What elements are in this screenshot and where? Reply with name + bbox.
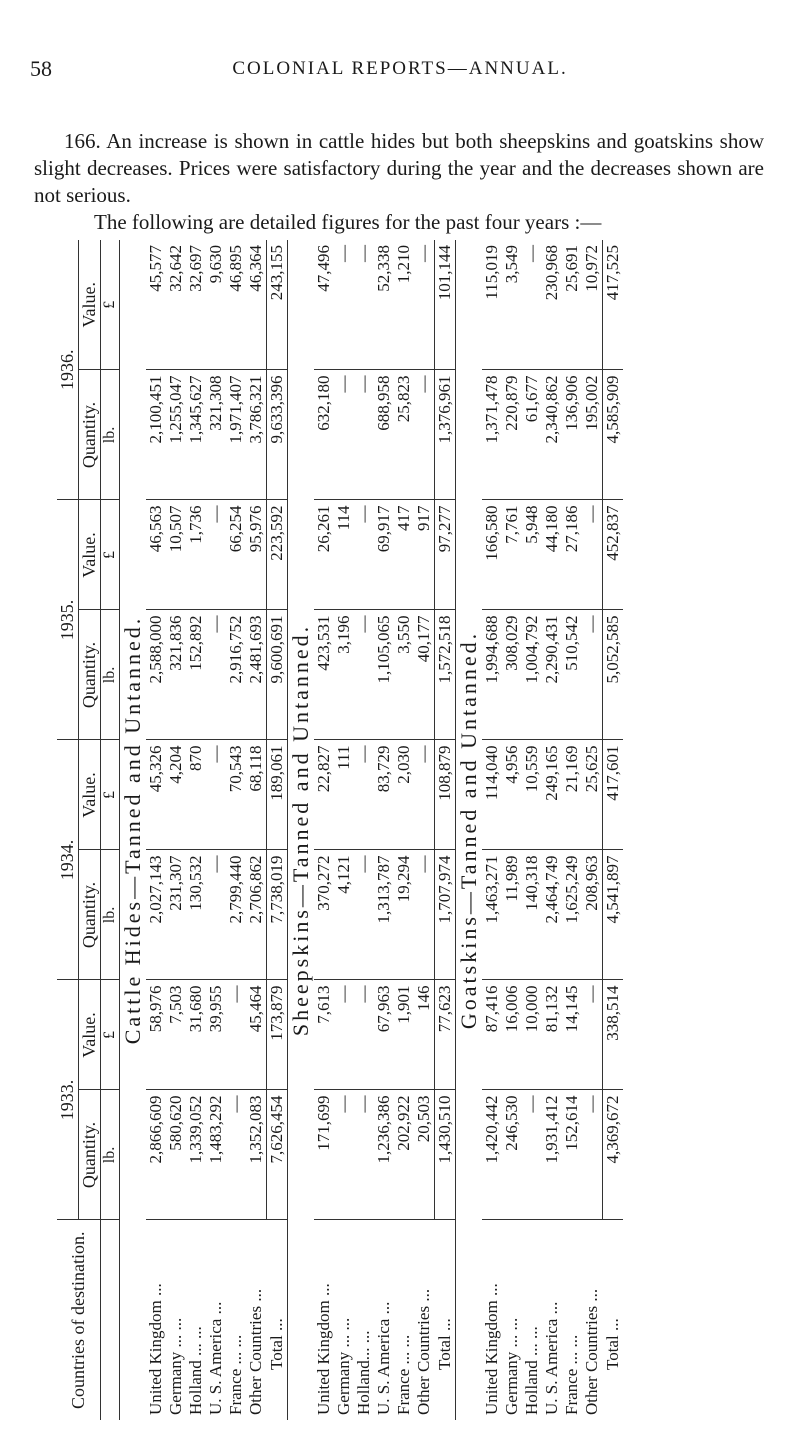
year-header-row xyxy=(57,240,79,1420)
year-header-1935: 1935. xyxy=(57,500,79,740)
value-cell: 115,019 xyxy=(482,240,502,370)
value-cell: 32,697 xyxy=(186,240,206,370)
quantity-cell: 246,530 xyxy=(502,1090,522,1220)
quantity-cell: 136,906 xyxy=(562,370,582,500)
value-cell: 66,254 xyxy=(226,500,246,610)
value-cell: 7,613 xyxy=(314,980,334,1090)
hides-skins-table xyxy=(57,240,623,1420)
table-row xyxy=(334,240,354,1420)
quantity-cell: 140,318 xyxy=(522,850,542,980)
value-cell: 46,895 xyxy=(226,240,246,370)
value-cell: 111 xyxy=(334,740,354,850)
quantity-cell: — xyxy=(334,370,354,500)
total-row xyxy=(267,240,288,1420)
quantity-cell: 2,706,862 xyxy=(246,850,267,980)
value-cell: 81,132 xyxy=(542,980,562,1090)
value-cell: — xyxy=(334,980,354,1090)
quantity-cell: — xyxy=(522,1090,542,1220)
total-quantity-cell: 4,369,672 xyxy=(603,1090,624,1220)
quantity-cell: 2,100,451 xyxy=(146,370,166,500)
country-cell: Other Countries ... xyxy=(414,1288,433,1415)
quantity-cell: 321,308 xyxy=(206,370,226,500)
value-cell: 10,972 xyxy=(582,240,603,370)
value-cell: 45,464 xyxy=(246,980,267,1090)
table-row xyxy=(542,240,562,1420)
total-value-cell: 243,155 xyxy=(267,240,288,370)
quantity-cell: 308,029 xyxy=(502,610,522,740)
value-cell: 25,625 xyxy=(582,740,603,850)
value-cell: 3,549 xyxy=(502,240,522,370)
table-row xyxy=(314,240,334,1420)
value-cell: 10,000 xyxy=(522,980,542,1090)
quantity-cell: 423,531 xyxy=(314,610,334,740)
quantity-cell: 321,836 xyxy=(166,610,186,740)
total-quantity-cell: 1,707,974 xyxy=(435,850,456,980)
value-cell: 9,630 xyxy=(206,240,226,370)
table-body xyxy=(120,240,624,1420)
quantity-cell: — xyxy=(354,850,374,980)
section-title: Sheepskins—Tanned and Untanned. xyxy=(288,240,315,1420)
quantity-cell: 130,532 xyxy=(186,850,206,980)
quantity-cell: 195,002 xyxy=(582,370,603,500)
quantity-cell: 61,677 xyxy=(522,370,542,500)
value-cell: — xyxy=(226,980,246,1090)
total-quantity-cell: 4,541,897 xyxy=(603,850,624,980)
value-cell: 417 xyxy=(394,500,414,610)
table-row xyxy=(354,240,374,1420)
quantity-cell: 2,290,431 xyxy=(542,610,562,740)
value-cell: 25,691 xyxy=(562,240,582,370)
value-cell: 67,963 xyxy=(374,980,394,1090)
total-value-cell: 417,525 xyxy=(603,240,624,370)
value-cell: 21,169 xyxy=(562,740,582,850)
intro-text xyxy=(34,128,764,236)
table-row xyxy=(206,240,226,1420)
value-cell: 230,968 xyxy=(542,240,562,370)
quantity-cell: — xyxy=(414,370,435,500)
quantity-cell: 19,294 xyxy=(394,850,414,980)
quantity-unit: lb. xyxy=(101,610,120,740)
value-cell: — xyxy=(522,240,542,370)
rotated-table-frame xyxy=(57,240,777,1420)
value-cell: — xyxy=(206,740,226,850)
quantity-cell: 152,892 xyxy=(186,610,206,740)
value-cell: 2,030 xyxy=(394,740,414,850)
country-cell: Germany ... ... xyxy=(334,1317,353,1415)
year-header-1934: 1934. xyxy=(57,740,79,980)
quantity-cell: 1,994,688 xyxy=(482,610,502,740)
value-cell: 22,827 xyxy=(314,740,334,850)
quantity-cell: — xyxy=(354,370,374,500)
quantity-cell: 688,958 xyxy=(374,370,394,500)
quantity-cell: — xyxy=(414,850,435,980)
value-cell: 31,680 xyxy=(186,980,206,1090)
total-row xyxy=(603,240,624,1420)
value-unit: £ xyxy=(101,740,120,850)
country-cell: France ... ... xyxy=(562,1334,581,1415)
quantity-header: Quantity. xyxy=(79,1090,101,1220)
page-header xyxy=(30,56,770,96)
quantity-cell: 40,177 xyxy=(414,610,435,740)
value-cell: 14,145 xyxy=(562,980,582,1090)
value-cell: 26,261 xyxy=(314,500,334,610)
quantity-cell: 2,588,000 xyxy=(146,610,166,740)
quantity-cell: 171,699 xyxy=(314,1090,334,1220)
quantity-cell: — xyxy=(582,610,603,740)
total-value-cell: 173,879 xyxy=(267,980,288,1090)
total-value-cell: 452,837 xyxy=(603,500,624,610)
country-cell: Holland ... ... xyxy=(522,1326,541,1415)
quantity-cell: 202,922 xyxy=(394,1090,414,1220)
quantity-cell: — xyxy=(582,1090,603,1220)
unit-row xyxy=(101,240,120,1420)
table-row xyxy=(582,240,603,1420)
table-row xyxy=(246,240,267,1420)
quantity-cell: 20,503 xyxy=(414,1090,435,1220)
quantity-cell: 2,481,693 xyxy=(246,610,267,740)
countries-header: Countries of destination. xyxy=(57,1220,101,1420)
value-cell: 83,729 xyxy=(374,740,394,850)
quantity-header: Quantity. xyxy=(79,850,101,980)
country-cell: Holland... ... xyxy=(354,1330,373,1415)
value-cell: 95,976 xyxy=(246,500,267,610)
value-cell: 45,326 xyxy=(146,740,166,850)
quantity-cell: — xyxy=(354,610,374,740)
table-row xyxy=(482,240,502,1420)
table-row xyxy=(374,240,394,1420)
quantity-cell: 2,027,143 xyxy=(146,850,166,980)
table-row xyxy=(502,240,522,1420)
quantity-cell: 1,004,792 xyxy=(522,610,542,740)
section-title-row xyxy=(288,240,315,1420)
section-title-row xyxy=(120,240,147,1420)
section-title: Goatskins—Tanned and Untanned. xyxy=(456,240,483,1420)
total-value-cell: 338,514 xyxy=(603,980,624,1090)
total-quantity-cell: 1,572,518 xyxy=(435,610,456,740)
quantity-unit: lb. xyxy=(101,370,120,500)
table-row xyxy=(186,240,206,1420)
value-cell: 46,364 xyxy=(246,240,267,370)
page-number: 58 xyxy=(30,56,52,81)
table-row xyxy=(226,240,246,1420)
value-cell: 114 xyxy=(334,500,354,610)
quantity-cell: 11,989 xyxy=(502,850,522,980)
total-value-cell: 223,592 xyxy=(267,500,288,610)
country-cell: United Kingdom ... xyxy=(482,1283,501,1415)
total-quantity-cell: 7,738,019 xyxy=(267,850,288,980)
quantity-cell: 1,345,627 xyxy=(186,370,206,500)
value-cell: — xyxy=(354,240,374,370)
total-value-cell: 417,601 xyxy=(603,740,624,850)
value-cell: 27,186 xyxy=(562,500,582,610)
value-cell: — xyxy=(354,980,374,1090)
total-quantity-cell: 5,052,585 xyxy=(603,610,624,740)
value-cell: 69,917 xyxy=(374,500,394,610)
rotated-table xyxy=(57,240,777,1420)
quantity-cell: — xyxy=(334,1090,354,1220)
country-cell: Germany ... ... xyxy=(166,1317,185,1415)
country-cell: France ... ... xyxy=(394,1334,413,1415)
total-quantity-cell: 1,376,961 xyxy=(435,370,456,500)
total-label: Total ... xyxy=(434,1318,454,1370)
country-cell: U. S. America ... xyxy=(542,1301,561,1415)
quantity-cell: 1,371,478 xyxy=(482,370,502,500)
section-title-row xyxy=(456,240,483,1420)
value-cell: 47,496 xyxy=(314,240,334,370)
value-unit: £ xyxy=(101,500,120,610)
value-cell: 10,507 xyxy=(166,500,186,610)
value-cell: — xyxy=(582,500,603,610)
quantity-cell: — xyxy=(206,610,226,740)
intro-lead: The following are detailed figures for the past four years :— xyxy=(94,210,602,234)
quantity-header: Quantity. xyxy=(79,610,101,740)
value-cell: 1,210 xyxy=(394,240,414,370)
quantity-cell: 2,799,440 xyxy=(226,850,246,980)
total-value-cell: 77,623 xyxy=(435,980,456,1090)
quantity-cell: 220,879 xyxy=(502,370,522,500)
quantity-header: Quantity. xyxy=(79,370,101,500)
quantity-unit: lb. xyxy=(101,1090,120,1220)
value-cell: — xyxy=(414,740,435,850)
table-row xyxy=(522,240,542,1420)
value-header: Value. xyxy=(79,740,101,850)
table-row xyxy=(146,240,166,1420)
quantity-cell: 580,620 xyxy=(166,1090,186,1220)
section-title: Cattle Hides—Tanned and Untanned. xyxy=(120,240,147,1420)
running-head: COLONIAL REPORTS—ANNUAL. xyxy=(232,58,568,79)
value-cell: 87,416 xyxy=(482,980,502,1090)
value-cell: 58,976 xyxy=(146,980,166,1090)
quantity-cell: 632,180 xyxy=(314,370,334,500)
total-label: Total ... xyxy=(602,1318,622,1370)
value-cell: 917 xyxy=(414,500,435,610)
value-cell: 4,956 xyxy=(502,740,522,850)
year-header-1933: 1933. xyxy=(57,980,79,1220)
value-cell: 114,040 xyxy=(482,740,502,850)
value-cell: — xyxy=(414,240,435,370)
quantity-cell: 2,866,609 xyxy=(146,1090,166,1220)
quantity-cell: 1,236,386 xyxy=(374,1090,394,1220)
quantity-cell: 1,463,271 xyxy=(482,850,502,980)
value-header: Value. xyxy=(79,240,101,370)
total-value-cell: 97,277 xyxy=(435,500,456,610)
quantity-cell: 1,931,412 xyxy=(542,1090,562,1220)
value-cell: 249,165 xyxy=(542,740,562,850)
quantity-cell: 4,121 xyxy=(334,850,354,980)
quantity-cell: 1,255,047 xyxy=(166,370,186,500)
country-cell: Germany ... ... xyxy=(502,1317,521,1415)
quantity-cell: — xyxy=(206,850,226,980)
total-quantity-cell: 7,626,454 xyxy=(267,1090,288,1220)
quantity-cell: — xyxy=(226,1090,246,1220)
quantity-cell: 231,307 xyxy=(166,850,186,980)
quantity-cell: 1,971,407 xyxy=(226,370,246,500)
quantity-cell: 208,963 xyxy=(582,850,603,980)
country-cell: U. S. America ... xyxy=(206,1301,225,1415)
quantity-cell: 1,420,442 xyxy=(482,1090,502,1220)
value-cell: 45,577 xyxy=(146,240,166,370)
quantity-cell: 1,352,083 xyxy=(246,1090,267,1220)
value-cell: 166,580 xyxy=(482,500,502,610)
country-cell: Other Countries ... xyxy=(582,1288,601,1415)
quantity-cell: 1,625,249 xyxy=(562,850,582,980)
total-value-cell: 101,144 xyxy=(435,240,456,370)
country-cell: U. S. America ... xyxy=(374,1301,393,1415)
country-cell: Holland ... ... xyxy=(186,1326,205,1415)
quantity-cell: 3,196 xyxy=(334,610,354,740)
value-header: Value. xyxy=(79,500,101,610)
country-cell: France ... ... xyxy=(226,1334,245,1415)
value-cell: 16,006 xyxy=(502,980,522,1090)
value-cell: 10,559 xyxy=(522,740,542,850)
value-header: Value. xyxy=(79,980,101,1090)
quantity-cell: — xyxy=(354,1090,374,1220)
table-row xyxy=(414,240,435,1420)
value-cell: 52,338 xyxy=(374,240,394,370)
intro-paragraph: 166. An increase is shown in cattle hides but both sheepskins and goatskins show slight decreases. Prices were satisfactory during the year and the decreases shown are not serious. xyxy=(34,129,764,207)
table-row xyxy=(562,240,582,1420)
total-row xyxy=(435,240,456,1420)
total-quantity-cell: 9,600,691 xyxy=(267,610,288,740)
value-unit: £ xyxy=(101,240,120,370)
country-cell: Other Countries ... xyxy=(246,1288,265,1415)
quantity-cell: 2,916,752 xyxy=(226,610,246,740)
value-cell: 4,204 xyxy=(166,740,186,850)
value-cell: 70,543 xyxy=(226,740,246,850)
value-cell: 870 xyxy=(186,740,206,850)
table-row xyxy=(394,240,414,1420)
value-cell: — xyxy=(354,500,374,610)
year-header-1936: 1936. xyxy=(57,240,79,500)
value-cell: 44,180 xyxy=(542,500,562,610)
quantity-unit: lb. xyxy=(101,850,120,980)
total-quantity-cell: 1,430,510 xyxy=(435,1090,456,1220)
quantity-cell: 2,340,862 xyxy=(542,370,562,500)
total-quantity-cell: 9,633,396 xyxy=(267,370,288,500)
total-value-cell: 189,061 xyxy=(267,740,288,850)
quantity-cell: 2,464,749 xyxy=(542,850,562,980)
total-value-cell: 108,879 xyxy=(435,740,456,850)
quantity-cell: 370,272 xyxy=(314,850,334,980)
quantity-cell: 1,483,292 xyxy=(206,1090,226,1220)
value-cell: 7,761 xyxy=(502,500,522,610)
quantity-cell: 1,105,065 xyxy=(374,610,394,740)
quantity-cell: 152,614 xyxy=(562,1090,582,1220)
value-cell: 5,948 xyxy=(522,500,542,610)
table-row xyxy=(166,240,186,1420)
total-label: Total ... xyxy=(266,1318,286,1370)
value-cell: 1,736 xyxy=(186,500,206,610)
value-cell: 1,901 xyxy=(394,980,414,1090)
value-unit: £ xyxy=(101,980,120,1090)
value-cell: — xyxy=(354,740,374,850)
value-cell: 146 xyxy=(414,980,435,1090)
value-cell: 46,563 xyxy=(146,500,166,610)
country-cell: United Kingdom ... xyxy=(314,1283,333,1415)
value-cell: 7,503 xyxy=(166,980,186,1090)
value-cell: — xyxy=(582,980,603,1090)
quantity-cell: 25,823 xyxy=(394,370,414,500)
quantity-cell: 3,550 xyxy=(394,610,414,740)
quantity-cell: 3,786,321 xyxy=(246,370,267,500)
total-quantity-cell: 4,585,909 xyxy=(603,370,624,500)
quantity-cell: 510,542 xyxy=(562,610,582,740)
value-cell: — xyxy=(334,240,354,370)
value-cell: 68,118 xyxy=(246,740,267,850)
value-cell: 32,642 xyxy=(166,240,186,370)
value-cell: 39,955 xyxy=(206,980,226,1090)
quantity-cell: 1,313,787 xyxy=(374,850,394,980)
country-cell: United Kingdom ... xyxy=(146,1283,165,1415)
value-cell: — xyxy=(206,500,226,610)
quantity-cell: 1,339,052 xyxy=(186,1090,206,1220)
